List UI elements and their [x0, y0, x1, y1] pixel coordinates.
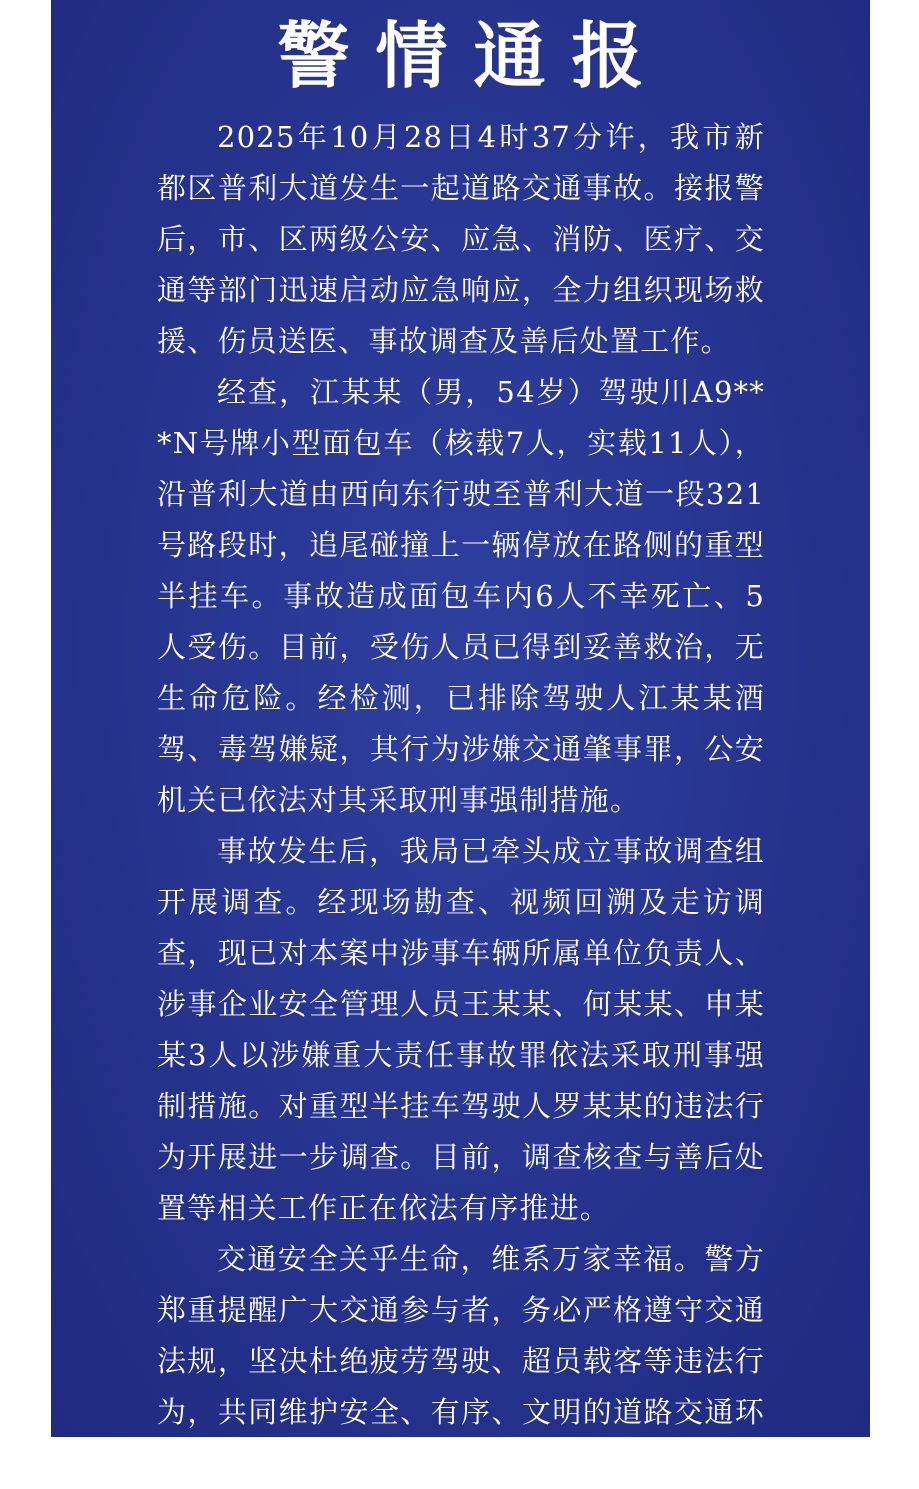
paragraph-safety-reminder: 交通安全关乎生命，维系万家幸福。警方郑重提醒广大交通参与者，务必严格遵守交通法规，坚决杜绝疲劳驾驶、超员载客等违法行为，共同维护安全、有序、文明的道路交通环境。 [157, 1242, 765, 1480]
notice-body [157, 112, 765, 1489]
paragraph-follow-up: 事故发生后，我局已牵头成立事故调查组开展调查。经现场勘查、视频回溯及走访调查，现已对本案中涉事车辆所属单位负责人、涉事企业安全管理人员王某某、何某某、申某某3人以涉嫌重大责任事故罪依法采取刑事强制措施。对重型半挂车驾驶人罗某某的违法行为开展进一步调查。目前，调查核查与善后处置等相关工作正在依法有序推进。 [157, 834, 765, 1225]
paragraph-investigation: 经查，江某某（男，54岁）驾驶川A9***N号牌小型面包车（核载7人，实载11人），沿普利大道由西向东行驶至普利大道一段321号路段时，追尾碰撞上一辆停放在路侧的重型半挂车。事故造成面包车内6人不幸死亡、5人受伤。目前，受伤人员已得到妥善救治，无生命危险。经检测，已排除驾驶人江某某酒驾、毒驾嫌疑，其行为涉嫌交通肇事罪，公安机关已依法对其采取刑事强制措施。 [157, 375, 765, 817]
notice-title: 警情通报 [277, 13, 670, 98]
notice-panel [51, 0, 870, 1480]
paragraph-incident: 2025年10月28日4时37分许，我市新都区普利大道发生一起道路交通事故。接报警后，市、区两级公安、应急、消防、医疗、交通等部门迅速启动应急响应，全力组织现场救援、伤员送医、事故调查及善后处置工作。 [157, 120, 765, 358]
